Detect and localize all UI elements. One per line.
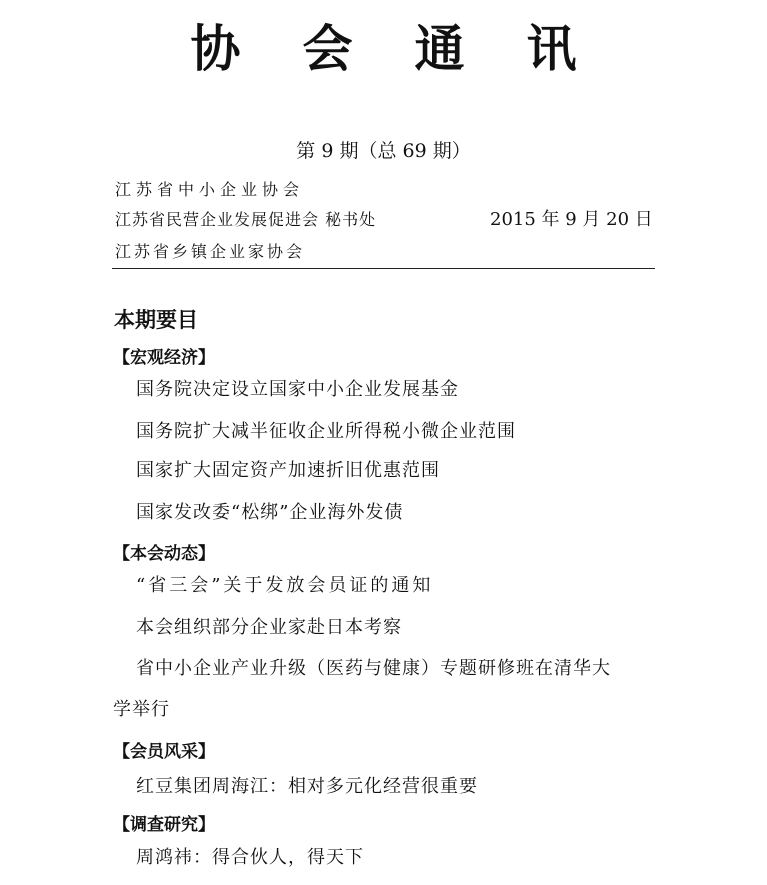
title-char: 会 xyxy=(302,19,353,78)
title-char: 协 xyxy=(190,19,241,78)
section-title-member-profile: 【会员风采】 xyxy=(113,742,215,762)
list-item: 本会组织部分企业家赴日本考察 xyxy=(136,617,402,638)
section-title-research: 【调查研究】 xyxy=(113,815,215,835)
org-line-3: 江苏省乡镇企业家协会 xyxy=(115,242,306,261)
newsletter-title xyxy=(0,14,767,84)
issue-date: 2015 年 9 月 20 日 xyxy=(490,209,653,230)
list-item: 国务院决定设立国家中小企业发展基金 xyxy=(136,379,459,400)
title-char: 通 xyxy=(414,19,465,78)
issue-number: 第 9 期（总 69 期） xyxy=(296,140,471,162)
list-item: 国家发改委“松绑”企业海外发债 xyxy=(136,502,404,523)
org-line-1: 江苏省中小企业协会 xyxy=(115,180,305,199)
list-item: 国务院扩大减半征收企业所得税小微企业范围 xyxy=(136,421,516,442)
contents-heading: 本期要目 xyxy=(114,308,198,332)
list-item: 省中小企业产业升级（医药与健康）专题研修班在清华大 xyxy=(136,658,611,679)
header-divider xyxy=(112,268,655,269)
section-title-association-news: 【本会动态】 xyxy=(113,544,215,564)
org-line-2: 江苏省民营企业发展促进会 秘书处 xyxy=(115,210,377,229)
list-item: 国家扩大固定资产加速折旧优惠范围 xyxy=(136,460,440,481)
list-item: “省三会”关于发放会员证的通知 xyxy=(136,575,434,596)
list-item-continuation: 学举行 xyxy=(113,699,170,720)
title-char: 讯 xyxy=(526,19,577,78)
section-title-macro-economy: 【宏观经济】 xyxy=(113,348,215,368)
list-item: 红豆集团周海江：相对多元化经营很重要 xyxy=(136,776,478,797)
list-item: 周鸿祎：得合伙人，得天下 xyxy=(136,847,364,868)
